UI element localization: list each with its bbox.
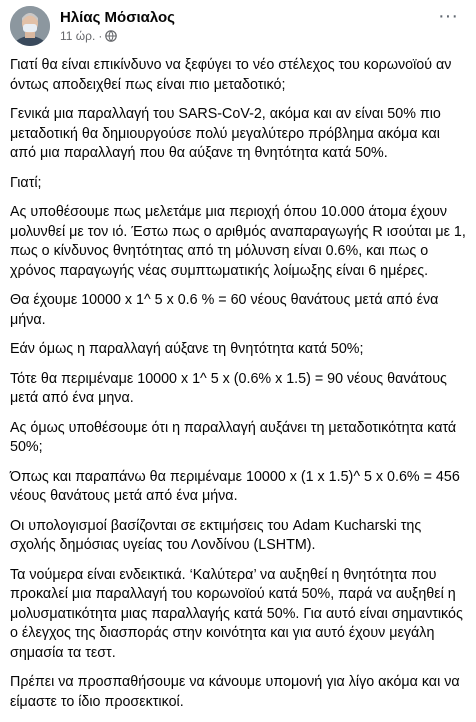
post-paragraph: Τότε θα περιμέναμε 10000 x 1^ 5 x (0.6% x 1.5) = 90 νέους θανάτους μετά από ένα μηνα.	[10, 370, 447, 406]
post-paragraph: Ας όμως υποθέσουμε ότι η παραλλαγή αυξάνει τη μεταδοτικότητα κατά 50%;	[10, 419, 457, 455]
avatar-photo	[10, 6, 50, 46]
post-paragraph: Γιατί θα είναι επικίνδυνο να ξεφύγει το νέο στέλεχος του κορωνοϊού αν όντως αποδειχθεί πως είναι πιο μεταδοτικό;	[10, 57, 452, 93]
post-paragraph: Ας υποθέσουμε πως μελετάμε μια περιοχή όπου 10.000 άτομα έχουν μολυνθεί με τον ιό. Έστω πως ο αριθμός αναπαραγωγής R ισούται με 1, πως ο κίνδυνος θνητότητας από τη μόλυνση είναι 0.6%, και πως ο χρόνος παραγωγής νέας συμπτωματικής λοίμωξης είναι 6 ημέρες.	[10, 204, 466, 279]
more-options-icon[interactable]: ···	[438, 5, 458, 27]
post-header	[10, 6, 466, 46]
post-paragraph: Γενικά μια παραλλαγή του SARS-CoV-2, ακόμα και αν είναι 50% πιο μεταδοτική θα δημιουργούσε πολύ μεγαλύτερο πρόβλημα ακόμα και από μια παραλλαγή που θα αύξανε τη θνητότητα κατά 50%.	[10, 106, 441, 161]
post-paragraph: Θα έχουμε 10000 x 1^ 5 x 0.6 % = 60 νέους θανάτους μετά από ένα μήνα.	[10, 292, 439, 328]
post-paragraph: Όπως και παραπάνω θα περιμέναμε 10000 x (1 x 1.5)^ 5 x 0.6% = 456 νέους θανάτους μετά από ένα μήνα.	[10, 468, 460, 504]
post-timestamp[interactable]: 11 ώρ.	[60, 29, 96, 43]
globe-icon[interactable]	[105, 30, 117, 45]
avatar[interactable]	[10, 6, 50, 46]
post-paragraph: Τα νούμερα είναι ενδεικτικά. ‘Καλύτερα’ να αυξηθεί η θνητότητα που προκαλεί μια παραλλαγή του κορωνοϊού κατά 50%, παρά να αυξηθεί η μολυσματικότητα μιας παραλλαγής κατά 50%. Για αυτό είναι σημαντικός ο έλεγχος της διασποράς στην κοινότητα και για αυτό έχουν μεγάλη σημασία τα τεστ.	[10, 566, 463, 661]
post-paragraph: Οι υπολογισμοί βασίζονται σε εκτιμήσεις του Adam Kucharski της σχολής δημόσιας υγείας του Λονδίνου (LSHTM).	[10, 517, 422, 553]
post-paragraph: Γιατί;	[10, 174, 42, 191]
post-body	[10, 56, 468, 722]
post-meta	[60, 29, 117, 45]
author-name[interactable]: Ηλίας Μόσιαλος	[60, 9, 175, 26]
post-paragraph: Εάν όμως η παραλλαγή αύξανε τη θνητότητα κατά 50%;	[10, 341, 364, 357]
meta-separator: ·	[98, 29, 103, 43]
post-paragraph: Πρέπει να προσπαθήσουμε να κάνουμε υπομονή για λίγο ακόμα και να είμαστε το ίδιο προσεκτικοί.	[10, 674, 460, 710]
